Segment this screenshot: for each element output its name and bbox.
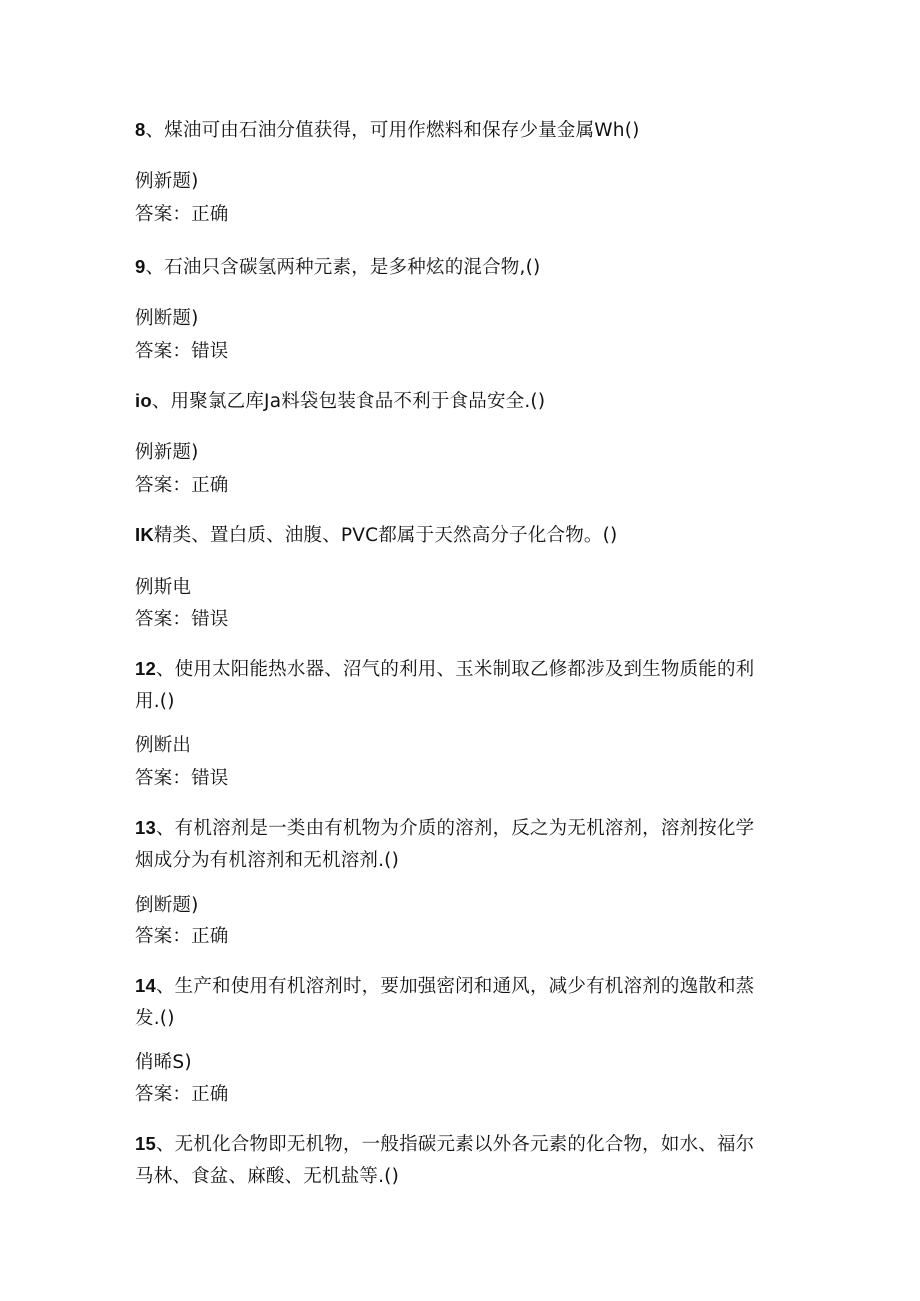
question-text: 、无机化合物即无机物，一般指碳元素以外各元素的化合物，如水、福尔马林、食盆、麻酸、无机盐等.() <box>135 1134 755 1187</box>
question-text: 、煤油可由石油分值获得，可用作燃料和保存少量金属Wh() <box>145 120 640 141</box>
question-number: IK <box>135 524 154 545</box>
question-15 <box>135 1128 770 1193</box>
question-text: 、生产和使用有机溶剂时，要加强密闭和通风，减少有机溶剂的逸散和蒸发.() <box>135 976 755 1029</box>
question-9 <box>135 251 770 284</box>
question-text: 、使用太阳能热水器、沼气的利用、玉米制取乙修都涉及到生物质能的利用.() <box>135 659 755 712</box>
question-number: 13 <box>135 817 156 838</box>
answer-line: 答案：正确 <box>135 475 229 496</box>
question-number: 9 <box>135 256 146 277</box>
answer-line: 答案：正确 <box>135 204 229 225</box>
answer-line: 答案：错误 <box>135 609 229 630</box>
question-type: 例断出 <box>135 735 192 756</box>
answer-line: 答案：错误 <box>135 768 229 789</box>
question-number: 15 <box>135 1133 156 1154</box>
question-type: 倒断题) <box>135 895 199 916</box>
question-13 <box>135 812 770 877</box>
answer-line: 答案：正确 <box>135 926 229 947</box>
question-14 <box>135 970 770 1035</box>
question-12 <box>135 653 770 718</box>
question-number: io <box>135 390 152 411</box>
question-text: 精类、置白质、油腹、PVC都属于天然高分子化合物。() <box>153 525 618 546</box>
question-type: 例新题) <box>135 171 199 192</box>
question-text: 、石油只含碳氢两种元素，是多种炫的混合物,() <box>145 257 541 278</box>
question-number: 12 <box>135 658 156 679</box>
question-type: 例斯电 <box>135 577 192 598</box>
question-text: 、用聚氯乙库Ja料袋包装食品不利于食品安全.() <box>151 391 546 412</box>
question-number: 14 <box>135 975 156 996</box>
question-type: 例新题) <box>135 442 199 463</box>
question-8 <box>135 114 770 147</box>
question-type: 例断题) <box>135 308 199 329</box>
question-type: 俏晞S) <box>135 1052 192 1073</box>
answer-line: 答案：正确 <box>135 1084 229 1105</box>
question-10 <box>135 385 770 418</box>
answer-line: 答案：错误 <box>135 341 229 362</box>
question-number: 8 <box>135 119 146 140</box>
question-11 <box>135 519 770 552</box>
question-text: 、有机溶剂是一类由有机物为介质的溶剂，反之为无机溶剂，溶剂按化学烟成分为有机溶剂和无机溶剂.() <box>135 818 755 871</box>
